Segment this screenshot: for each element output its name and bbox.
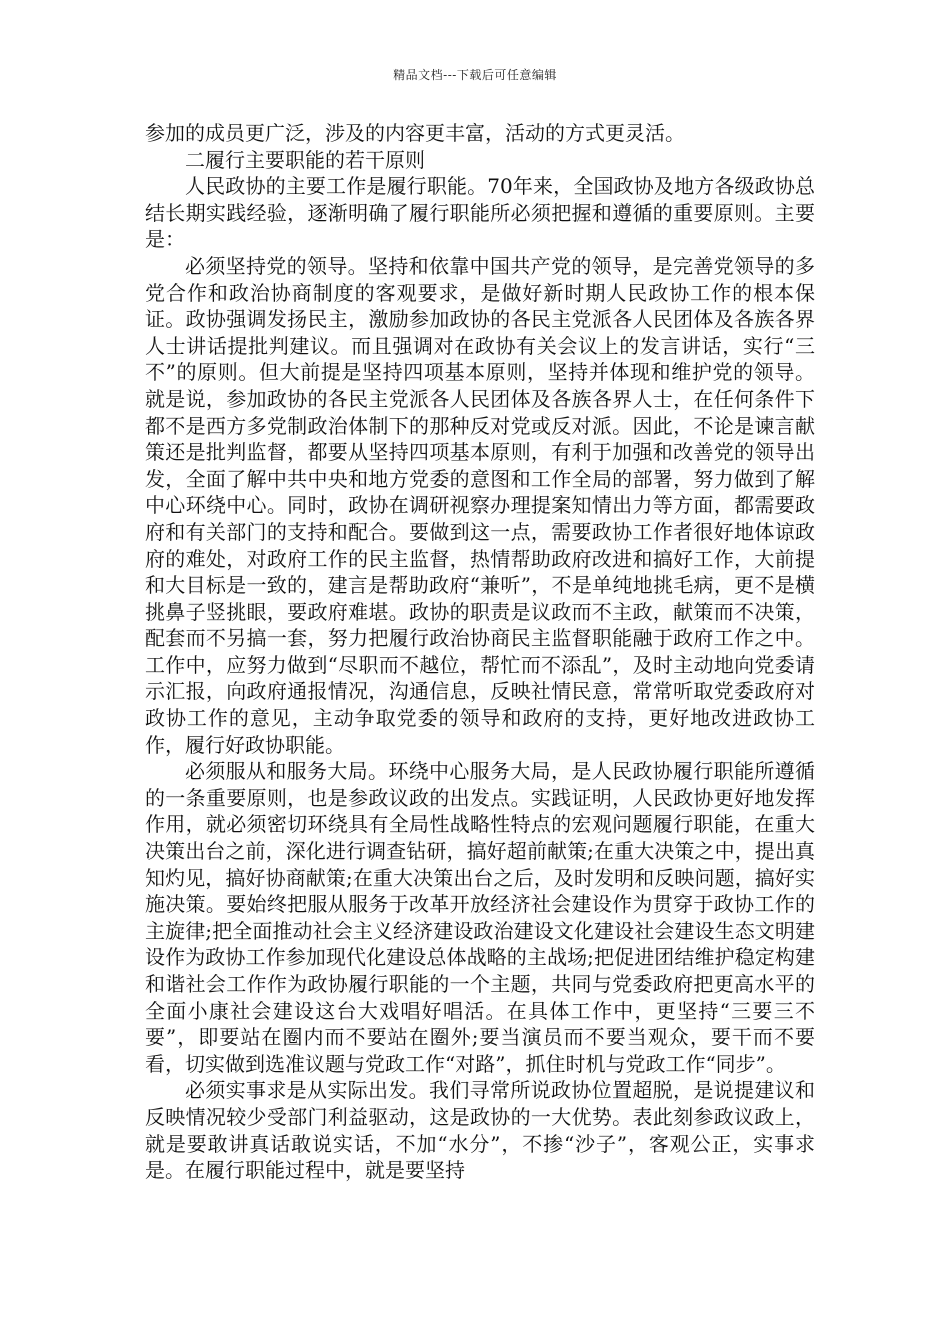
- page-header: 精品文档---下载后可任意编辑: [393, 68, 557, 82]
- document-body: [145, 120, 815, 1184]
- paragraph-serve-overall: 必须服从和服务大局。环绕中心服务大局，是人民政协履行职能所遵循的一条重要原则，也是参政议政的出发点。实践证明，人民政协更好地发挥作用，就必须密切环绕具有全局性战略性特点的宏观问题履行职能，在重大决策出台之前，深化进行调查钻研，搞好超前献策;在重大决策之中，提出真知灼见，搞好协商献策;在重大决策出台之后，及时发明和反映问题，搞好实施决策。要始终把服从服务于改革开放经济社会建设作为贯穿于政协工作的主旋律;把全面推动社会主义经济建设政治建设文化建设社会建设生态文明建设作为政协工作参加现代化建设总体战略的主战场;把促进团结维护稳定构建和谐社会工作作为政协履行职能的一个主题，共同与党委政府把更高水平的全面小康社会建设这台大戏唱好唱活。在具体工作中，更坚持“三要三不要”，即要站在圈内而不要站在圈外;要当演员而不要当观众，要干而不要看，切实做到选准议题与党政工作“对路”，抓住时机与党政工作“同步”。: [145, 759, 815, 1076]
- paragraph-continuation: 参加的成员更广泛，涉及的内容更丰富，活动的方式更灵活。: [145, 121, 685, 145]
- paragraph-seek-truth: 必须实事求是从实际出发。我们寻常所说政协位置超脱，是说提建议和反映情况较少受部门利益驱动，这是政协的一大优势。表此刻参政议政上，就是要敢讲真话敢说实话，不加“水分”，不掺“沙子”，客观公正，实事求是。在履行职能过程中，就是要坚持: [145, 1078, 815, 1183]
- paragraph-intro: 人民政协的主要工作是履行职能。70年来，全国政协及地方各级政协总结长期实践经验，逐渐明确了履行职能所必须把握和遵循的重要原则。主要是：: [145, 174, 815, 252]
- section-heading: 二履行主要职能的若干原则: [185, 147, 425, 172]
- paragraph-party-leadership: 必须坚持党的领导。坚持和依靠中国共产党的领导，是完善党领导的多党合作和政治协商制度的客观要求，是做好新时期人民政协工作的根本保证。政协强调发扬民主，激励参加政协的各民主党派各人民团体及各族各界人士讲话提批判建议。而且强调对在政协有关会议上的发言讲话，实行“三不”的原则。但大前提是坚持四项基本原则，坚持并体现和维护党的领导。就是说，参加政协的各民主党派各人民团体及各族各界人士，在任何条件下都不是西方多党制政治体制下的那种反对党或反对派。因此，不论是谏言献策还是批判监督，都要从坚持四项基本原则，有利于加强和改善党的领导出发，全面了解中共中央和地方党委的意图和工作全局的部署，努力做到了解中心环绕中心。同时，政协在调研视察办理提案知情出力等方面，都需要政府和有关部门的支持和配合。要做到这一点，需要政协工作者很好地体谅政府的难处，对政府工作的民主监督，热情帮助政府改进和搞好工作，大前提和大目标是一致的，建言是帮助政府“兼听”，不是单纯地挑毛病，更不是横挑鼻子竖挑眼，要政府难堪。政协的职责是议政而不主政，献策而不决策，配套而不另搞一套，努力把履行政治协商民主监督职能融于政府工作之中。工作中，应努力做到“尽职而不越位，帮忙而不添乱”，及时主动地向党委请示汇报，向政府通报情况，沟通信息，反映社情民意，常常听取党委政府对政协工作的意见，主动争取党委的领导和政府的支持，更好地改进政协工作，履行好政协职能。: [145, 253, 815, 757]
